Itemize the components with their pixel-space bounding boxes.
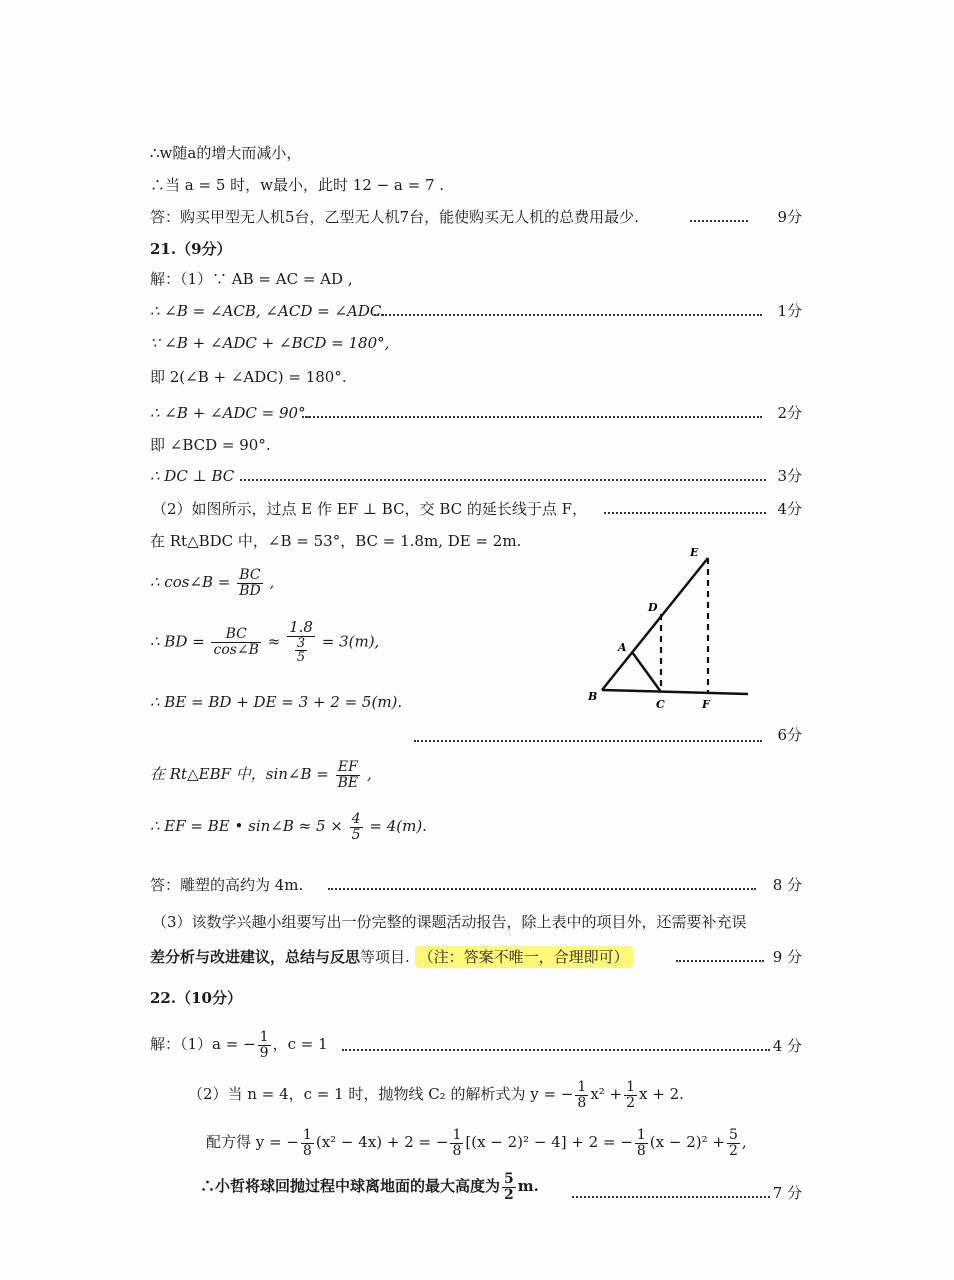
note-highlight: （注：答案不唯一，合理即可）: [415, 946, 633, 968]
formula-text: = 4(m).: [369, 817, 427, 836]
leader-dots: [240, 479, 766, 481]
formula-text: ∴ cos∠B =: [150, 573, 231, 592]
cos-b-formula: [150, 568, 274, 598]
numerator: 1: [577, 1079, 587, 1095]
numerator: 1: [259, 1029, 269, 1045]
be-calculation: ∴ BE = BD + DE = 3 + 2 = 5(m).: [150, 693, 403, 711]
score-label: 4 分: [772, 1037, 802, 1055]
fraction: [211, 627, 260, 657]
leader-dots: [302, 416, 762, 418]
items-suffix: 等项目.: [360, 948, 410, 966]
numerator: 3: [296, 635, 306, 651]
fraction: [502, 1172, 516, 1202]
denominator: 5: [296, 650, 306, 666]
point-label-a: A: [618, 641, 627, 654]
numerator: 1: [452, 1127, 462, 1143]
line-a-equals-5: ∴当 a = 5 时，w最小，此时 12 − a = 7 .: [150, 176, 445, 194]
score-label: 8 分: [772, 876, 802, 894]
denominator: 2: [728, 1142, 738, 1159]
line-be: [602, 558, 708, 690]
fraction: [635, 1128, 648, 1158]
numerator: BC: [237, 568, 263, 584]
leader-dots: [328, 888, 756, 890]
angle-sum-90: ∴ ∠B + ∠ADC = 90°.: [150, 404, 311, 422]
q22-complete-square: [206, 1128, 747, 1158]
formula-text: ,: [741, 1133, 747, 1152]
fraction: [258, 1030, 271, 1060]
fraction: [295, 637, 307, 665]
double-angle-line: 即 2(∠B + ∠ADC) = 180°.: [150, 368, 347, 386]
answer-drones: 答：购买甲型无人机5台，乙型无人机7台，能使购买无人机的总费用最少.: [150, 208, 639, 226]
line-w-decrease: ∴w随a的增大而减小，: [150, 144, 302, 162]
compound-fraction: [287, 620, 315, 665]
leader-dots: [374, 314, 762, 316]
angle-equality-line: ∴ ∠B = ∠ACB, ∠ACD = ∠ADC.: [150, 302, 386, 320]
score-label: 2分: [777, 404, 802, 422]
denominator: 9: [259, 1044, 269, 1061]
formula-text: ∴ BD =: [150, 632, 205, 651]
angle-sum-180: ∵ ∠B + ∠ADC + ∠BCD = 180°,: [150, 334, 390, 352]
dc-perp-bc: ∴ DC ⊥ BC: [150, 467, 235, 485]
score-label: 4分: [777, 500, 802, 518]
formula-text: 配方得 y = −: [206, 1133, 299, 1152]
score-label: 1分: [777, 302, 802, 320]
point-label-e: E: [690, 546, 699, 559]
score-label: 9 分: [772, 948, 802, 966]
formula-text: ≈: [267, 632, 281, 651]
rt-bdc-given: 在 Rt△BDC 中，∠B = 53°，BC = 1.8m, DE = 2m.: [150, 532, 522, 550]
solution-part1-given: 解：（1）∵ AB = AC = AD ,: [150, 270, 353, 288]
fraction: [301, 1128, 314, 1158]
fraction: [237, 568, 263, 598]
score-label: 7 分: [772, 1184, 802, 1202]
q22-part1: [150, 1030, 328, 1060]
segment-ac: [632, 652, 661, 692]
point-label-f: F: [702, 698, 710, 711]
formula-text: (x² − 4x) + 2 = −: [315, 1133, 449, 1152]
point-label-c: C: [656, 698, 665, 711]
leader-dots: [572, 1196, 770, 1198]
denominator: 2: [504, 1186, 514, 1203]
formula-text: （2）当 n = 4，c = 1 时，抛物线 C₂ 的解析式为 y = −: [188, 1085, 574, 1104]
numerator: EF: [336, 760, 361, 776]
sin-b-formula: [150, 760, 372, 790]
numerator: 5: [504, 1171, 514, 1187]
formula-text: ∴小哲将球回抛过程中球离地面的最大高度为: [200, 1177, 501, 1196]
numerator: 5: [728, 1127, 738, 1143]
numerator: BC: [211, 627, 260, 643]
point-label-d: D: [648, 601, 658, 614]
q22-max-height: [200, 1172, 539, 1202]
question-21-title: 21.（9分）: [150, 240, 232, 258]
leader-dots: [342, 1049, 770, 1051]
denominator: 2: [626, 1094, 636, 1111]
question-22-title: 22.（10分）: [150, 989, 242, 1007]
leader-dots: [604, 512, 766, 514]
fraction: [350, 812, 363, 842]
baseline-bf: [602, 690, 748, 694]
answer-sculpture-height: 答：雕塑的高约为 4m.: [150, 876, 304, 894]
denominator: BE: [337, 774, 359, 791]
denominator: cos∠B: [213, 642, 259, 659]
fraction: [450, 1128, 463, 1158]
formula-text: x² +: [590, 1085, 623, 1104]
leader-dots: [690, 220, 748, 222]
point-label-b: B: [588, 690, 598, 703]
formula-text: ，c = 1: [272, 1035, 328, 1054]
formula-text: = 3(m),: [321, 632, 380, 651]
part3-items: [150, 950, 633, 965]
numerator: 1: [636, 1127, 646, 1143]
formula-text: ,: [366, 765, 372, 784]
score-label: 3分: [777, 467, 802, 485]
fraction: [727, 1128, 740, 1158]
denominator: 8: [452, 1142, 462, 1159]
q22-part2-parabola: [188, 1080, 684, 1110]
bold-items: 差分析与改进建议，总结与反思: [150, 948, 361, 966]
fraction: [336, 760, 361, 790]
geometry-diagram: [580, 540, 760, 720]
leader-dots: [676, 960, 764, 962]
numerator: 1.8: [289, 618, 313, 636]
formula-text: 在 Rt△EBF 中，sin∠B =: [150, 765, 329, 784]
ef-calculation: [150, 812, 427, 842]
numerator: 1: [626, 1079, 636, 1095]
numerator: 4: [351, 811, 361, 827]
denominator: 8: [302, 1142, 312, 1159]
bd-calculation: [150, 620, 379, 665]
formula-text: ,: [269, 573, 275, 592]
formula-text: m.: [517, 1177, 539, 1196]
formula-text: [(x − 2)² − 4] + 2 = −: [465, 1133, 633, 1152]
numerator: 1: [302, 1127, 312, 1143]
part2-construction: （2）如图所示，过点 E 作 EF ⊥ BC，交 BC 的延长线于点 F，: [152, 500, 588, 518]
denominator: 8: [577, 1094, 587, 1111]
formula-text: ∴ EF = BE • sin∠B ≈ 5 ×: [150, 817, 343, 836]
fraction: [624, 1080, 637, 1110]
formula-text: (x − 2)² +: [649, 1133, 725, 1152]
leader-dots: [414, 740, 762, 742]
score-label: 9分: [777, 208, 802, 226]
denominator: 5: [351, 826, 361, 843]
part3-report: （3）该数学兴趣小组要写出一份完整的课题活动报告，除上表中的项目外，还需要补充误: [152, 913, 747, 931]
fraction: [575, 1080, 588, 1110]
angle-bcd-90: 即 ∠BCD = 90°.: [150, 436, 271, 454]
formula-text: 解：（1）a = −: [150, 1035, 256, 1054]
score-label: 6分: [777, 726, 802, 744]
formula-text: x + 2.: [639, 1085, 684, 1104]
denominator: BD: [239, 582, 261, 599]
denominator: 8: [636, 1142, 646, 1159]
